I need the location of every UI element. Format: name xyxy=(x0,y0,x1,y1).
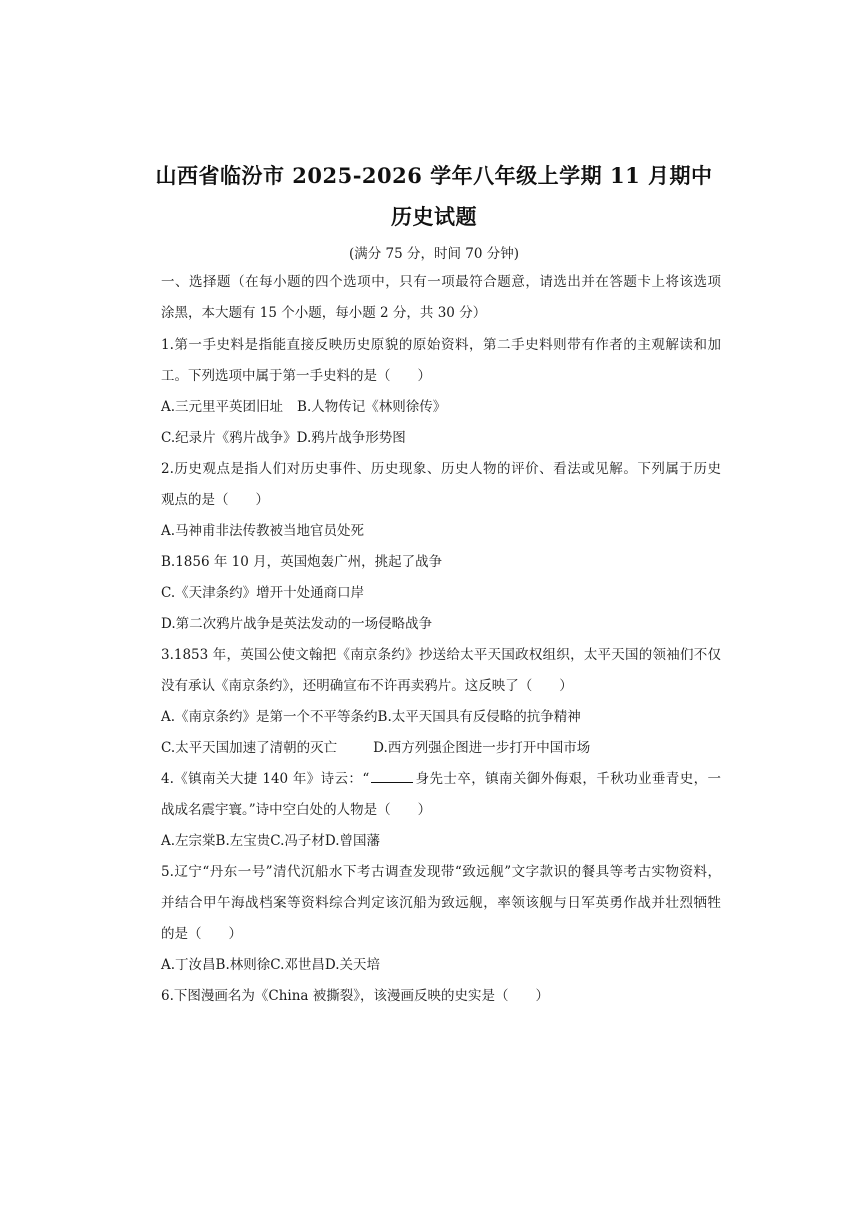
question-1-options-ab xyxy=(161,398,721,416)
question-4-stem-line1 xyxy=(161,770,721,788)
question-4-options: A.左宗棠B.左宝贵C.冯子材D.曾国藩 xyxy=(161,833,381,849)
question-4-answer-blank xyxy=(371,770,413,783)
question-3-stem-line1: 3.1853 年，英国公使文翰把《南京条约》抄送给太平天国政权组织，太平天国的领袖们不仅 xyxy=(161,647,721,663)
question-5-stem-line2: 并结合甲午海战档案等资料综合判定该沉船为致远舰，率领该舰与日军英勇作战并壮烈牺牲 xyxy=(161,895,721,911)
question-3-options-cd xyxy=(161,739,721,757)
question-2-stem-line2: 观点的是（ ） xyxy=(161,492,269,508)
question-3-option-c: C.太平天国加速了清朝的灭亡 xyxy=(161,740,338,756)
question-5-options: A.丁汝昌B.林则徐C.邓世昌D.关天培 xyxy=(161,957,381,973)
question-1-options-cd xyxy=(161,429,721,447)
question-1-option-d: D.鸦片战争形势图 xyxy=(296,430,406,446)
question-1-option-a: A.三元里平英团旧址 xyxy=(161,399,284,415)
question-1-option-b: B.人物传记《林则徐传》 xyxy=(297,399,447,415)
exam-subtitle: (满分 75 分，时间 70 分钟) xyxy=(348,246,520,262)
question-1-option-c: C.纪录片《鸦片战争》 xyxy=(161,430,297,446)
question-4-stem-suffix: 身先士卒，镇南关御外侮艰，千秋功业垂青史，一 xyxy=(415,771,721,787)
question-4-stem-prefix: 4.《镇南关大捷 140 年》诗云：“ xyxy=(161,771,370,787)
question-2-stem-line1: 2.历史观点是指人们对历史事件、历史现象、历史人物的评价、看法或见解。下列属于历史 xyxy=(161,461,721,477)
question-2-option-a: A.马神甫非法传教被当地官员处死 xyxy=(161,523,365,539)
section-instructions-line2: 涂黑，本大题有 15 个小题，每小题 2 分，共 30 分） xyxy=(161,305,487,321)
question-3-stem-line2: 没有承认《南京条约》，还明确宣布不许再卖鸦片。这反映了（ ） xyxy=(161,678,573,694)
question-1-stem-line1: 1.第一手史料是指能直接反映历史原貌的原始资料，第二手史料则带有作者的主观解读和加 xyxy=(161,337,721,353)
question-2-option-c: C.《天津条约》增开十处通商口岸 xyxy=(161,585,365,601)
question-1-stem-line2: 工。下列选项中属于第一手史料的是（ ） xyxy=(161,368,431,384)
question-3-options-ab: A.《南京条约》是第一个不平等条约B.太平天国具有反侵略的抗争精神 xyxy=(161,709,581,725)
question-5-stem-line3: 的是（ ） xyxy=(161,926,242,942)
question-3-option-d: D.西方列强企图进一步打开中国市场 xyxy=(373,740,591,756)
exam-title-line2: 历史试题 xyxy=(391,204,477,229)
question-2-option-b: B.1856 年 10 月，英国炮轰广州，挑起了战争 xyxy=(161,554,443,570)
question-6-stem-line1: 6.下图漫画名为《China 被撕裂》，该漫画反映的史实是（ ） xyxy=(161,988,550,1004)
section-instructions-line1: 一、选择题（在每小题的四个选项中，只有一项最符合题意，请选出并在答题卡上将该选项 xyxy=(161,274,721,290)
question-4-stem-line2: 战成名震宇寰。”诗中空白处的人物是（ ） xyxy=(161,802,432,818)
question-5-stem-line1: 5.辽宁“丹东一号”清代沉船水下考古调查发现带“致远舰”文字款识的餐具等考古实物资料， xyxy=(161,864,721,880)
question-2-option-d: D.第二次鸦片战争是英法发动的一场侵略战争 xyxy=(161,616,433,632)
exam-title-line1: 山西省临汾市 2025-2026 学年八年级上学期 11 月期中 xyxy=(155,163,713,188)
